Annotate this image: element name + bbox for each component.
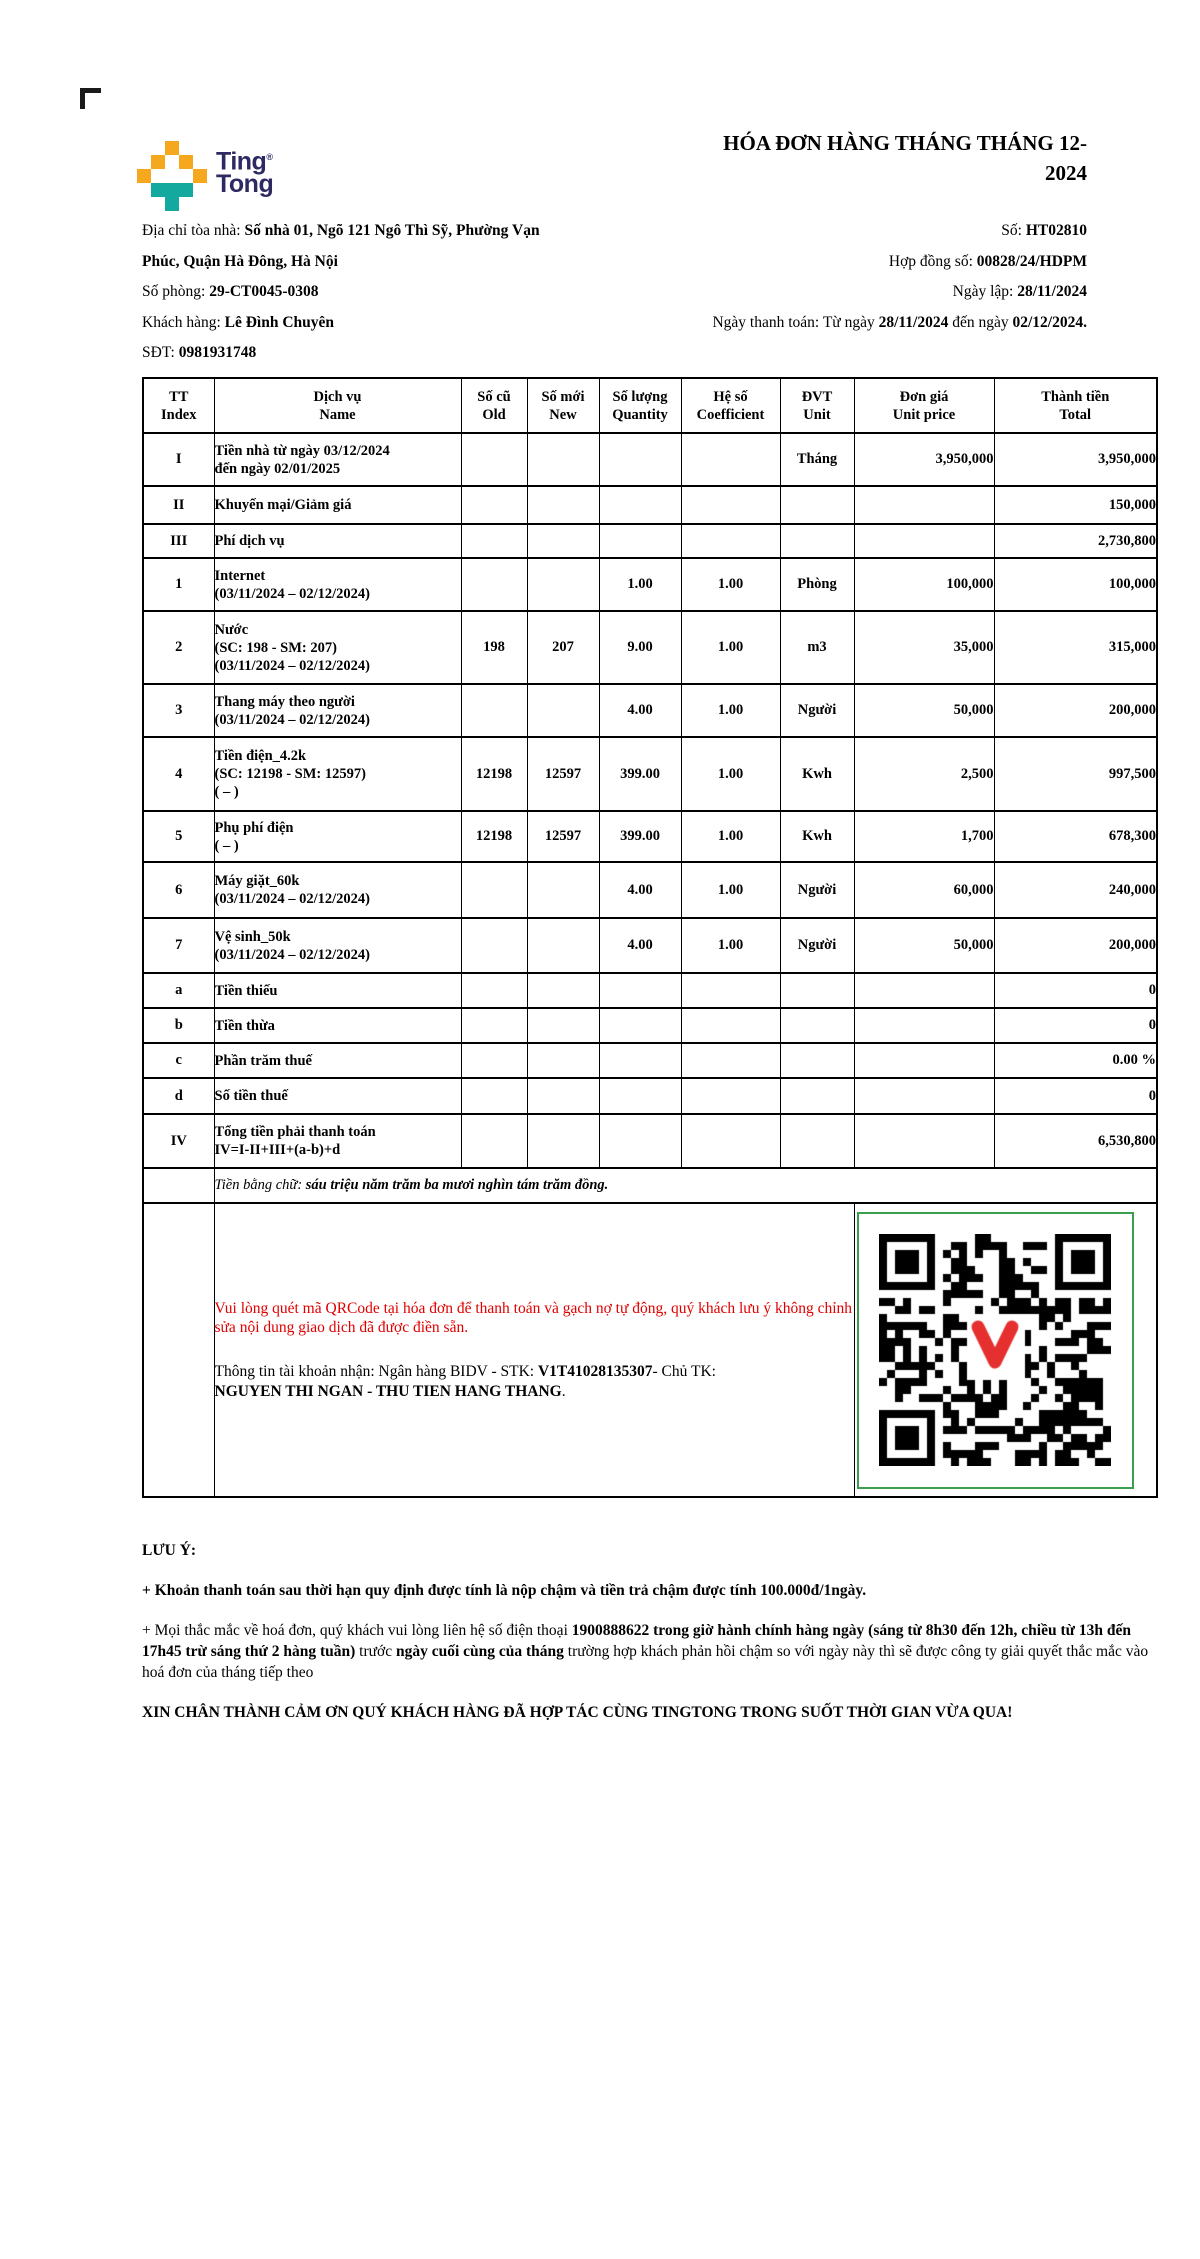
service-row-b — [143, 1008, 1157, 1043]
cell: 12597 — [527, 811, 599, 862]
cell: 6,530,800 — [994, 1114, 1157, 1168]
service-name: Phụ phí điện ( – ) — [214, 811, 461, 862]
tingtong-wordmark — [216, 146, 274, 199]
cell: 1,700 — [854, 811, 994, 862]
service-row-IV — [143, 1114, 1157, 1168]
cell: 0.00 % — [994, 1043, 1157, 1078]
service-name: Tiền nhà từ ngày 03/12/2024 đến ngày 02/01/2025 — [214, 433, 461, 486]
cell: 3,950,000 — [994, 433, 1157, 486]
cell — [780, 1114, 854, 1168]
cell — [461, 558, 527, 611]
column-header-total: Thành tiền Total — [994, 378, 1157, 433]
logo-pixel — [137, 169, 151, 183]
cell: 1.00 — [681, 918, 780, 973]
cell — [854, 1008, 994, 1043]
cell: 100,000 — [994, 558, 1157, 611]
cell — [527, 486, 599, 524]
service-name: Thang máy theo người (03/11/2024 – 02/12/2024) — [214, 684, 461, 737]
payment-date-range: Ngày thanh toán: Từ ngày 28/11/2024 đến ngày 02/12/2024. — [712, 313, 1087, 331]
cell — [461, 918, 527, 973]
cell — [599, 1043, 681, 1078]
cell: 5 — [143, 811, 214, 862]
cell: 200,000 — [994, 684, 1157, 737]
issue-date: Ngày lập: 28/11/2024 — [952, 283, 1087, 300]
cell: 35,000 — [854, 611, 994, 684]
service-row-II — [143, 486, 1157, 524]
cell — [681, 1114, 780, 1168]
customer-name: Khách hàng: Lê Đình Chuyên — [142, 313, 335, 331]
table-header-row — [143, 378, 1157, 433]
cell — [461, 1043, 527, 1078]
cell: Kwh — [780, 811, 854, 862]
logo-pixel — [151, 183, 165, 197]
service-row-d — [143, 1078, 1157, 1114]
cell: 1.00 — [599, 558, 681, 611]
cell: 4 — [143, 737, 214, 811]
cell — [780, 524, 854, 558]
service-name: Phí dịch vụ — [214, 524, 461, 558]
cell: d — [143, 1078, 214, 1114]
cell — [780, 973, 854, 1008]
page-corner-mark — [80, 88, 101, 109]
cell — [599, 1078, 681, 1114]
cell — [527, 433, 599, 486]
cell: 315,000 — [994, 611, 1157, 684]
cell: 12198 — [461, 737, 527, 811]
cell — [681, 1008, 780, 1043]
cell — [854, 973, 994, 1008]
cell: 9.00 — [599, 611, 681, 684]
cell: Kwh — [780, 737, 854, 811]
amount-in-words-row — [143, 1168, 1157, 1203]
bank-account-info: Thông tin tài khoản nhận: Ngân hàng BIDV - STK: V1T41028135307- Chủ TK: NGUYEN THI NGAN - THU TIEN HANG THANG. — [214, 1362, 716, 1400]
logo-pixel — [165, 197, 179, 211]
service-row-III — [143, 524, 1157, 558]
late-payment-note: + Khoản thanh toán sau thời hạn quy định được tính là nộp chậm và tiền trả chậm được tính 100.000đ/1ngày. — [142, 1582, 867, 1599]
contract-number: Hợp đồng số: 00828/24/HDPM — [888, 252, 1087, 270]
cell: 240,000 — [994, 862, 1157, 918]
cell — [527, 973, 599, 1008]
cell: 1 — [143, 558, 214, 611]
logo-pixel — [179, 183, 193, 197]
cell — [527, 1114, 599, 1168]
cell: b — [143, 1008, 214, 1043]
service-row-3 — [143, 684, 1157, 737]
cell — [780, 486, 854, 524]
cell: 1.00 — [681, 558, 780, 611]
cell: 12597 — [527, 737, 599, 811]
building-address-line2: Phúc, Quận Hà Đông, Hà Nội — [142, 252, 338, 270]
cell: 150,000 — [994, 486, 1157, 524]
cell: Người — [780, 862, 854, 918]
cell — [461, 1078, 527, 1114]
cell: Người — [780, 684, 854, 737]
column-header-unit-price: Đơn giá Unit price — [854, 378, 994, 433]
logo-pixel — [151, 155, 165, 169]
service-row-6 — [143, 862, 1157, 918]
room-number: Số phòng: 29-CT0045-0308 — [142, 283, 319, 300]
service-row-2 — [143, 611, 1157, 684]
hotline-note: + Mọi thắc mắc về hoá đơn, quý khách vui lòng liên hệ số điện thoại 1900888622 trong giờ hành chính hàng ngày (sáng từ 8h30 đến 12h, chiều từ 13h đến 17h45 trừ sáng thứ 2 hàng tuần) trước ngày cuối cùng của tháng trường hợp khách phản hồi chậm so với ngày này thì sẽ được công ty giải quyết thắc mắc vào hoá đơn của tháng tiếp theo — [142, 1622, 1149, 1681]
cell — [599, 1114, 681, 1168]
logo-pixel — [165, 183, 179, 197]
service-name: Vệ sinh_50k (03/11/2024 – 02/12/2024) — [214, 918, 461, 973]
cell: 1.00 — [681, 611, 780, 684]
cell: Người — [780, 918, 854, 973]
cell — [599, 486, 681, 524]
service-row-I — [143, 433, 1157, 486]
invoice-table — [142, 377, 1158, 1498]
cell: 3,950,000 — [854, 433, 994, 486]
cell: II — [143, 486, 214, 524]
cell — [527, 1043, 599, 1078]
cell — [461, 433, 527, 486]
invoice-info-block — [142, 216, 1087, 369]
cell: 0 — [994, 1008, 1157, 1043]
cell: 6 — [143, 862, 214, 918]
cell: 4.00 — [599, 862, 681, 918]
column-header-unit: ĐVT Unit — [780, 378, 854, 433]
column-header-quantity: Số lượng Quantity — [599, 378, 681, 433]
service-name: Tổng tiền phải thanh toán IV=I-II+III+(a-b)+d — [214, 1114, 461, 1168]
note-heading: LƯU Ý: — [142, 1542, 197, 1559]
cell — [854, 486, 994, 524]
logo-pixel — [179, 155, 193, 169]
cell: 2 — [143, 611, 214, 684]
thanks-message: XIN CHÂN THÀNH CẢM ƠN QUÝ KHÁCH HÀNG ĐÃ HỢP TÁC CÙNG TINGTONG TRONG SUỐT THỜI GIAN VỪA QUA! — [142, 1704, 1013, 1721]
service-row-5 — [143, 811, 1157, 862]
cell — [527, 1008, 599, 1043]
cell — [461, 1008, 527, 1043]
cell: c — [143, 1043, 214, 1078]
trademark-symbol: ® — [266, 152, 273, 162]
cell: 1.00 — [681, 684, 780, 737]
service-name: Internet (03/11/2024 – 02/12/2024) — [214, 558, 461, 611]
service-name: Phần trăm thuế — [214, 1043, 461, 1078]
cell — [527, 684, 599, 737]
column-header-old: Số cũ Old — [461, 378, 527, 433]
cell: 1.00 — [681, 737, 780, 811]
cell — [461, 486, 527, 524]
column-header-name: Dịch vụ Name — [214, 378, 461, 433]
cell: 12198 — [461, 811, 527, 862]
cell — [681, 1078, 780, 1114]
cell — [527, 558, 599, 611]
qr-warning-note: Vui lòng quét mã QRCode tại hóa đơn để thanh toán và gạch nợ tự động, quý khách lưu ý không chỉnh sửa nội dung giao dịch đã được điền sẵn. — [214, 1299, 853, 1336]
cell — [461, 1114, 527, 1168]
cell — [681, 433, 780, 486]
cell: 50,000 — [854, 918, 994, 973]
cell: 3 — [143, 684, 214, 737]
logo-pixel — [165, 141, 179, 155]
cell: Tháng — [780, 433, 854, 486]
cell — [461, 684, 527, 737]
service-name: Tiền thiếu — [214, 973, 461, 1008]
cell: IV — [143, 1114, 214, 1168]
cell — [854, 1043, 994, 1078]
cell: 0 — [994, 1078, 1157, 1114]
cell: 399.00 — [599, 737, 681, 811]
invoice-title-line2: 2024 — [1045, 161, 1087, 185]
invoice-title-line1: HÓA ĐƠN HÀNG THÁNG THÁNG 12- — [723, 131, 1087, 155]
column-header-index: TT Index — [143, 378, 214, 433]
cell: 50,000 — [854, 684, 994, 737]
cell — [527, 1078, 599, 1114]
cell: 4.00 — [599, 918, 681, 973]
building-address-line1: Địa chỉ tòa nhà: Số nhà 01, Ngõ 121 Ngô Thì Sỹ, Phường Vạn — [142, 222, 540, 239]
cell — [461, 973, 527, 1008]
cell — [599, 1008, 681, 1043]
service-row-4 — [143, 737, 1157, 811]
cell: 2,730,800 — [994, 524, 1157, 558]
invoice-title — [587, 128, 1087, 188]
cell — [143, 1168, 214, 1203]
service-name: Tiền điện_4.2k (SC: 12198 - SM: 12597) ( – ) — [214, 737, 461, 811]
cell: 678,300 — [994, 811, 1157, 862]
cell: I — [143, 433, 214, 486]
cell — [681, 1043, 780, 1078]
cell — [780, 1043, 854, 1078]
cell — [599, 433, 681, 486]
cell: 100,000 — [854, 558, 994, 611]
payment-qr-row — [143, 1203, 1157, 1497]
qr-code — [857, 1212, 1134, 1489]
service-name: Nước (SC: 198 - SM: 207) (03/11/2024 – 02/12/2024) — [214, 611, 461, 684]
cell — [461, 862, 527, 918]
cell — [461, 524, 527, 558]
service-row-c — [143, 1043, 1157, 1078]
cell: 0 — [994, 973, 1157, 1008]
payment-instructions — [214, 1203, 854, 1497]
cell: 997,500 — [994, 737, 1157, 811]
service-row-7 — [143, 918, 1157, 973]
cell — [681, 973, 780, 1008]
cell — [681, 524, 780, 558]
cell: 4.00 — [599, 684, 681, 737]
cell: 399.00 — [599, 811, 681, 862]
cell — [780, 1008, 854, 1043]
footer-notes — [142, 1540, 1155, 1742]
cell: 200,000 — [994, 918, 1157, 973]
tingtong-logo-icon — [137, 141, 207, 213]
wordmark-line1: Ting — [216, 147, 267, 176]
cell: 198 — [461, 611, 527, 684]
cell — [854, 1078, 994, 1114]
cell: Phòng — [780, 558, 854, 611]
qr-code-image — [879, 1234, 1111, 1466]
cell — [854, 1114, 994, 1168]
service-name: Số tiền thuế — [214, 1078, 461, 1114]
amount-in-words: Tiền bằng chữ: sáu triệu năm trăm ba mươi nghìn tám trăm đồng. — [214, 1168, 1157, 1203]
logo-pixel — [193, 169, 207, 183]
cell: 60,000 — [854, 862, 994, 918]
invoice-number: Số: HT02810 — [1001, 222, 1087, 239]
column-header-coefficient: Hệ số Coefficient — [681, 378, 780, 433]
qr-code-cell — [854, 1203, 1157, 1497]
cell: 1.00 — [681, 862, 780, 918]
cell — [854, 524, 994, 558]
wordmark-line2: Tong — [216, 170, 274, 199]
column-header-new: Số mới New — [527, 378, 599, 433]
cell: a — [143, 973, 214, 1008]
cell — [681, 486, 780, 524]
service-row-1 — [143, 558, 1157, 611]
service-name: Khuyến mại/Giảm giá — [214, 486, 461, 524]
cell: m3 — [780, 611, 854, 684]
cell — [599, 524, 681, 558]
cell — [143, 1203, 214, 1497]
cell: 207 — [527, 611, 599, 684]
cell: III — [143, 524, 214, 558]
cell — [527, 862, 599, 918]
cell: 7 — [143, 918, 214, 973]
cell — [527, 524, 599, 558]
cell: 1.00 — [681, 811, 780, 862]
customer-phone: SĐT: 0981931748 — [142, 344, 257, 361]
cell — [780, 1078, 854, 1114]
cell: 2,500 — [854, 737, 994, 811]
service-name: Máy giặt_60k (03/11/2024 – 02/12/2024) — [214, 862, 461, 918]
cell — [599, 973, 681, 1008]
service-name: Tiền thừa — [214, 1008, 461, 1043]
cell — [527, 918, 599, 973]
service-row-a — [143, 973, 1157, 1008]
